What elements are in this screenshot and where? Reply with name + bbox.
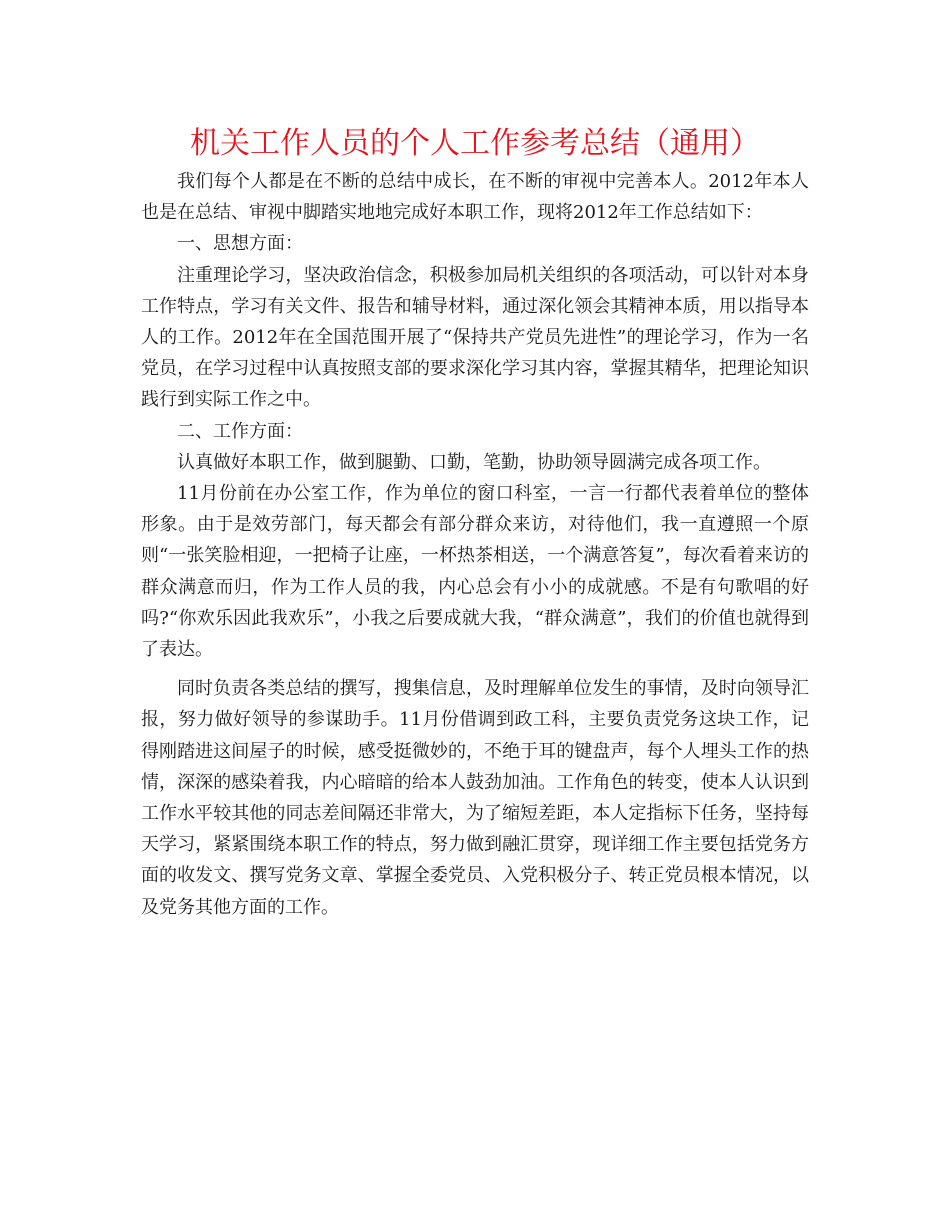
heading-work: 二、工作方面： [177, 420, 303, 442]
paragraph-office-work: 11月份前在办公室工作，作为单位的窗口科室，一言一行都代表着单位的整体形象。由于是效劳部门，每天都会有部分群众来访，对待他们，我一直遵照一个原则“一张笑脸相迎，一把椅子让座，一杯热茶相送，一个满意答复”，每次看着来访的群众满意而归，作为工作人员的我，内心总会有小小的成就感。不是有句歌唱的好吗?“你欢乐因此我欢乐”，小我之后要成就大我，“群众满意”，我们的价值也就得到了表达。 [141, 483, 809, 661]
paragraph-party-work: 同时负责各类总结的撰写，搜集信息，及时理解单位发生的事情，及时向领导汇报，努力做好领导的参谋助手。11月份借调到政工科，主要负责党务这块工作，记得刚踏进这间屋子的时候，感受挺微妙的，不绝于耳的键盘声，每个人埋头工作的热情，深深的感染着我，内心暗暗的给本人鼓劲加油。工作角色的转变，使本人认识到工作水平较其他的同志差间隔还非常大，为了缩短差距，本人定指标下任务，坚持每天学习，紧紧围绕本职工作的特点，努力做到融汇贯穿，现详细工作主要包括党务方面的收发文、撰写党务文章、掌握全委党员、入党积极分子、转正党员根本情况，以及党务其他方面的工作。 [141, 678, 809, 918]
paragraph-work-duty: 认真做好本职工作，做到腿勤、口勤，笔勤，协助领导圆满完成各项工作。 [177, 451, 771, 473]
heading-thought: 一、思想方面： [177, 233, 303, 255]
document-body [141, 166, 809, 923]
paragraph-intro: 我们每个人都是在不断的总结中成长，在不断的审视中完善本人。2012年本人也是在总结、审视中脚踏实地地完成好本职工作，现将2012年工作总结如下： [141, 171, 809, 224]
document-title: 机关工作人员的个人工作参考总结（通用） [190, 126, 760, 161]
paragraph-thought: 注重理论学习，坚决政治信念，积极参加局机关组织的各项活动，可以针对本身工作特点，学习有关文件、报告和辅导材料，通过深化领会其精神本质，用以指导本人的工作。2012年在全国范围开展了“保持共产党员先进性”的理论学习，作为一名党员，在学习过程中认真按照支部的要求深化学习其内容，掌握其精华，把理论知识践行到实际工作之中。 [141, 264, 809, 411]
